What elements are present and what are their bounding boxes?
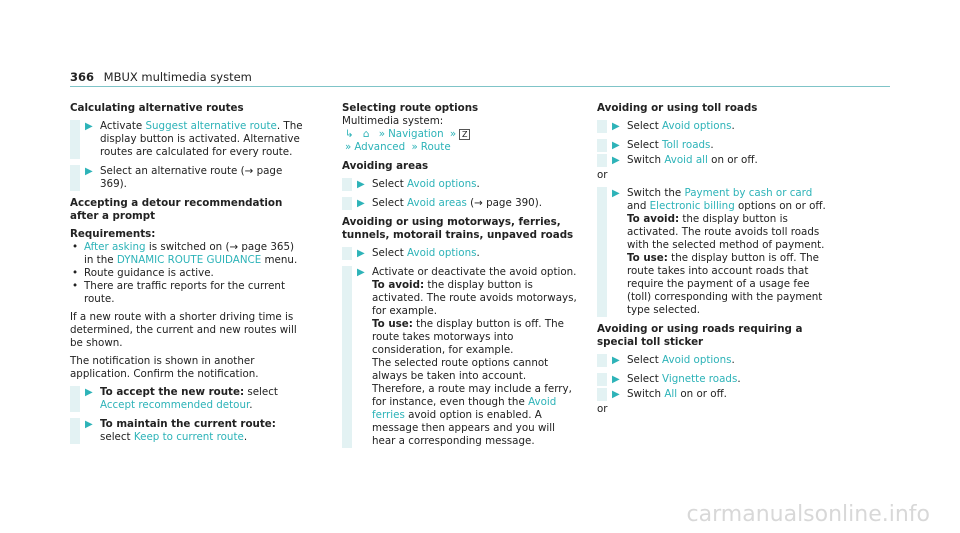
- step-select-avoid-options-2: ▶ Select Avoid options.: [597, 354, 833, 367]
- arrow-icon: ▶: [85, 166, 93, 177]
- link-route[interactable]: Route: [420, 141, 451, 153]
- header-divider: [70, 86, 890, 87]
- column-1: [70, 102, 306, 450]
- link-advanced[interactable]: Advanced: [354, 141, 406, 153]
- link-after-asking[interactable]: After asking: [84, 241, 146, 253]
- heading-accepting-detour: Accepting a detour recommendation after a prompt: [70, 197, 283, 222]
- system-label: Multimedia system:: [342, 115, 444, 127]
- arrow-icon: ▶: [357, 267, 365, 278]
- step-select-avoid-options: ▶ Select Avoid options.: [342, 178, 578, 191]
- or-text: or: [597, 403, 608, 415]
- or-text: or: [597, 169, 608, 181]
- heading-toll-roads: Avoiding or using toll roads: [597, 102, 758, 114]
- step-select-avoid-options: ▶ Select Avoid options.: [597, 120, 833, 133]
- arrow-icon: ▶: [85, 419, 93, 430]
- link-keep-to-current-route[interactable]: Keep to current route: [133, 431, 244, 443]
- step-switch-avoid-all: ▶ Switch Avoid all on or off.: [597, 154, 833, 167]
- step-activate-suggest: ▶ Activate Suggest alternative route. The display button is activated. Alternative routes are calculated for every route.: [70, 120, 306, 159]
- heading-toll-sticker: Avoiding or using roads requiring a special toll sticker: [597, 323, 803, 348]
- link-dynamic-route-guidance[interactable]: DYNAMIC ROUTE GUIDANCE: [116, 254, 262, 266]
- list-item: • Route guidance is active.: [84, 267, 306, 280]
- link-avoid-all[interactable]: Avoid all: [664, 154, 708, 166]
- menu-path: [342, 128, 578, 154]
- arrow-icon: ▶: [357, 198, 365, 209]
- step-switch-payment: ▶ Switch the Payment by cash or card and Electronic billing options on or off. To avoid: the display button is activated. The route avoids toll roads with the selected method of payment. To use: the display button is off. The route takes into account roads that require the payment of a usage fee (toll) corresponding with the payment type selected.: [597, 187, 833, 317]
- step-maintain-route: ▶ To maintain the current route: select Keep to current route.: [70, 418, 306, 444]
- header-title: MBUX multimedia system: [103, 70, 252, 84]
- heading-selecting-route-options: Selecting route options: [342, 102, 479, 114]
- link-avoid-ferries[interactable]: Avoid ferries: [372, 396, 557, 421]
- link-accept-recommended-detour[interactable]: Accept recommended detour: [100, 399, 250, 411]
- heading-calculating-alternative-routes: Calculating alternative routes: [70, 102, 244, 114]
- step-select-avoid-options-2: ▶ Select Avoid options.: [342, 247, 578, 260]
- arrow-icon: ▶: [612, 188, 620, 199]
- chevron-icon: »: [449, 128, 457, 140]
- step-select-vignette-roads: ▶ Select Vignette roads.: [597, 373, 833, 386]
- step-accept-route: ▶ To accept the new route: select Accept recommended detour.: [70, 386, 306, 412]
- step-select-toll-roads: ▶ Select Toll roads.: [597, 139, 833, 152]
- arrow-icon: ▶: [612, 389, 620, 400]
- chevron-icon: »: [378, 128, 386, 140]
- chevron-icon: »: [345, 141, 352, 153]
- step-select-avoid-areas: ▶ Select Avoid areas (→ page 390).: [342, 197, 578, 210]
- column-3: [597, 102, 833, 421]
- step-activate-avoid-option: ▶ Activate or deactivate the avoid option. To avoid: the display button is activated. The route avoids motorways, for example. To use: the display button is off. The route takes motorways into consideration, for example. The selected route options cannot always be taken into account. Therefore, a route may include a ferry, for instance, even though the Avoid ferries avoid option is enabled. A message then appears and you will hear a corresponding message.: [342, 266, 578, 448]
- arrow-icon: ▶: [612, 140, 620, 151]
- options-icon[interactable]: Z: [459, 129, 470, 140]
- arrow-icon: ▶: [85, 387, 93, 398]
- step-switch-all: ▶ Switch All on or off.: [597, 388, 833, 401]
- arrow-icon: ▶: [357, 179, 365, 190]
- requirements-list: [70, 241, 306, 306]
- heading-avoiding-motorways: Avoiding or using motorways, ferries, tunnels, motorail trains, unpaved roads: [342, 216, 574, 241]
- arrow-icon: ▶: [85, 121, 93, 132]
- link-suggest-alternative-route[interactable]: Suggest alternative route: [145, 120, 277, 132]
- arrow-icon: ▶: [357, 248, 365, 259]
- home-icon[interactable]: ⌂: [362, 128, 370, 140]
- link-avoid-options[interactable]: Avoid options: [407, 247, 477, 259]
- paragraph: If a new route with a shorter driving time is determined, the current and new routes will be shown.: [70, 311, 297, 349]
- page-header: [70, 70, 252, 84]
- list-item: • There are traffic reports for the current route.: [84, 280, 306, 306]
- heading-avoiding-areas: Avoiding areas: [342, 160, 429, 172]
- link-navigation[interactable]: Navigation: [388, 128, 444, 140]
- link-electronic-billing[interactable]: Electronic billing: [649, 200, 735, 212]
- link-avoid-areas[interactable]: Avoid areas: [407, 197, 467, 209]
- link-avoid-options[interactable]: Avoid options: [662, 354, 732, 366]
- link-vignette-roads[interactable]: Vignette roads: [662, 373, 738, 385]
- step-select-alternative: ▶ Select an alternative route (→ page 369).: [70, 165, 306, 191]
- page-number: 366: [70, 70, 95, 84]
- requirements-label: Requirements:: [70, 228, 156, 240]
- chevron-icon: »: [411, 141, 418, 153]
- link-payment-by-cash-or-card[interactable]: Payment by cash or card: [684, 187, 813, 199]
- arrow-icon: ▶: [612, 355, 620, 366]
- watermark: carmanualsonline.info: [686, 502, 930, 527]
- column-2: [342, 102, 578, 454]
- link-avoid-options[interactable]: Avoid options: [407, 178, 477, 190]
- path-arrow-icon: ↳: [345, 128, 354, 140]
- list-item: • After asking is switched on (→ page 365) in the DYNAMIC ROUTE GUIDANCE menu.: [84, 241, 306, 267]
- link-toll-roads[interactable]: Toll roads: [662, 139, 711, 151]
- arrow-icon: ▶: [612, 155, 620, 166]
- link-all[interactable]: All: [664, 388, 678, 400]
- arrow-icon: ▶: [612, 374, 620, 385]
- arrow-icon: ▶: [612, 121, 620, 132]
- link-avoid-options[interactable]: Avoid options: [662, 120, 732, 132]
- paragraph: The notification is shown in another application. Confirm the notification.: [70, 355, 259, 380]
